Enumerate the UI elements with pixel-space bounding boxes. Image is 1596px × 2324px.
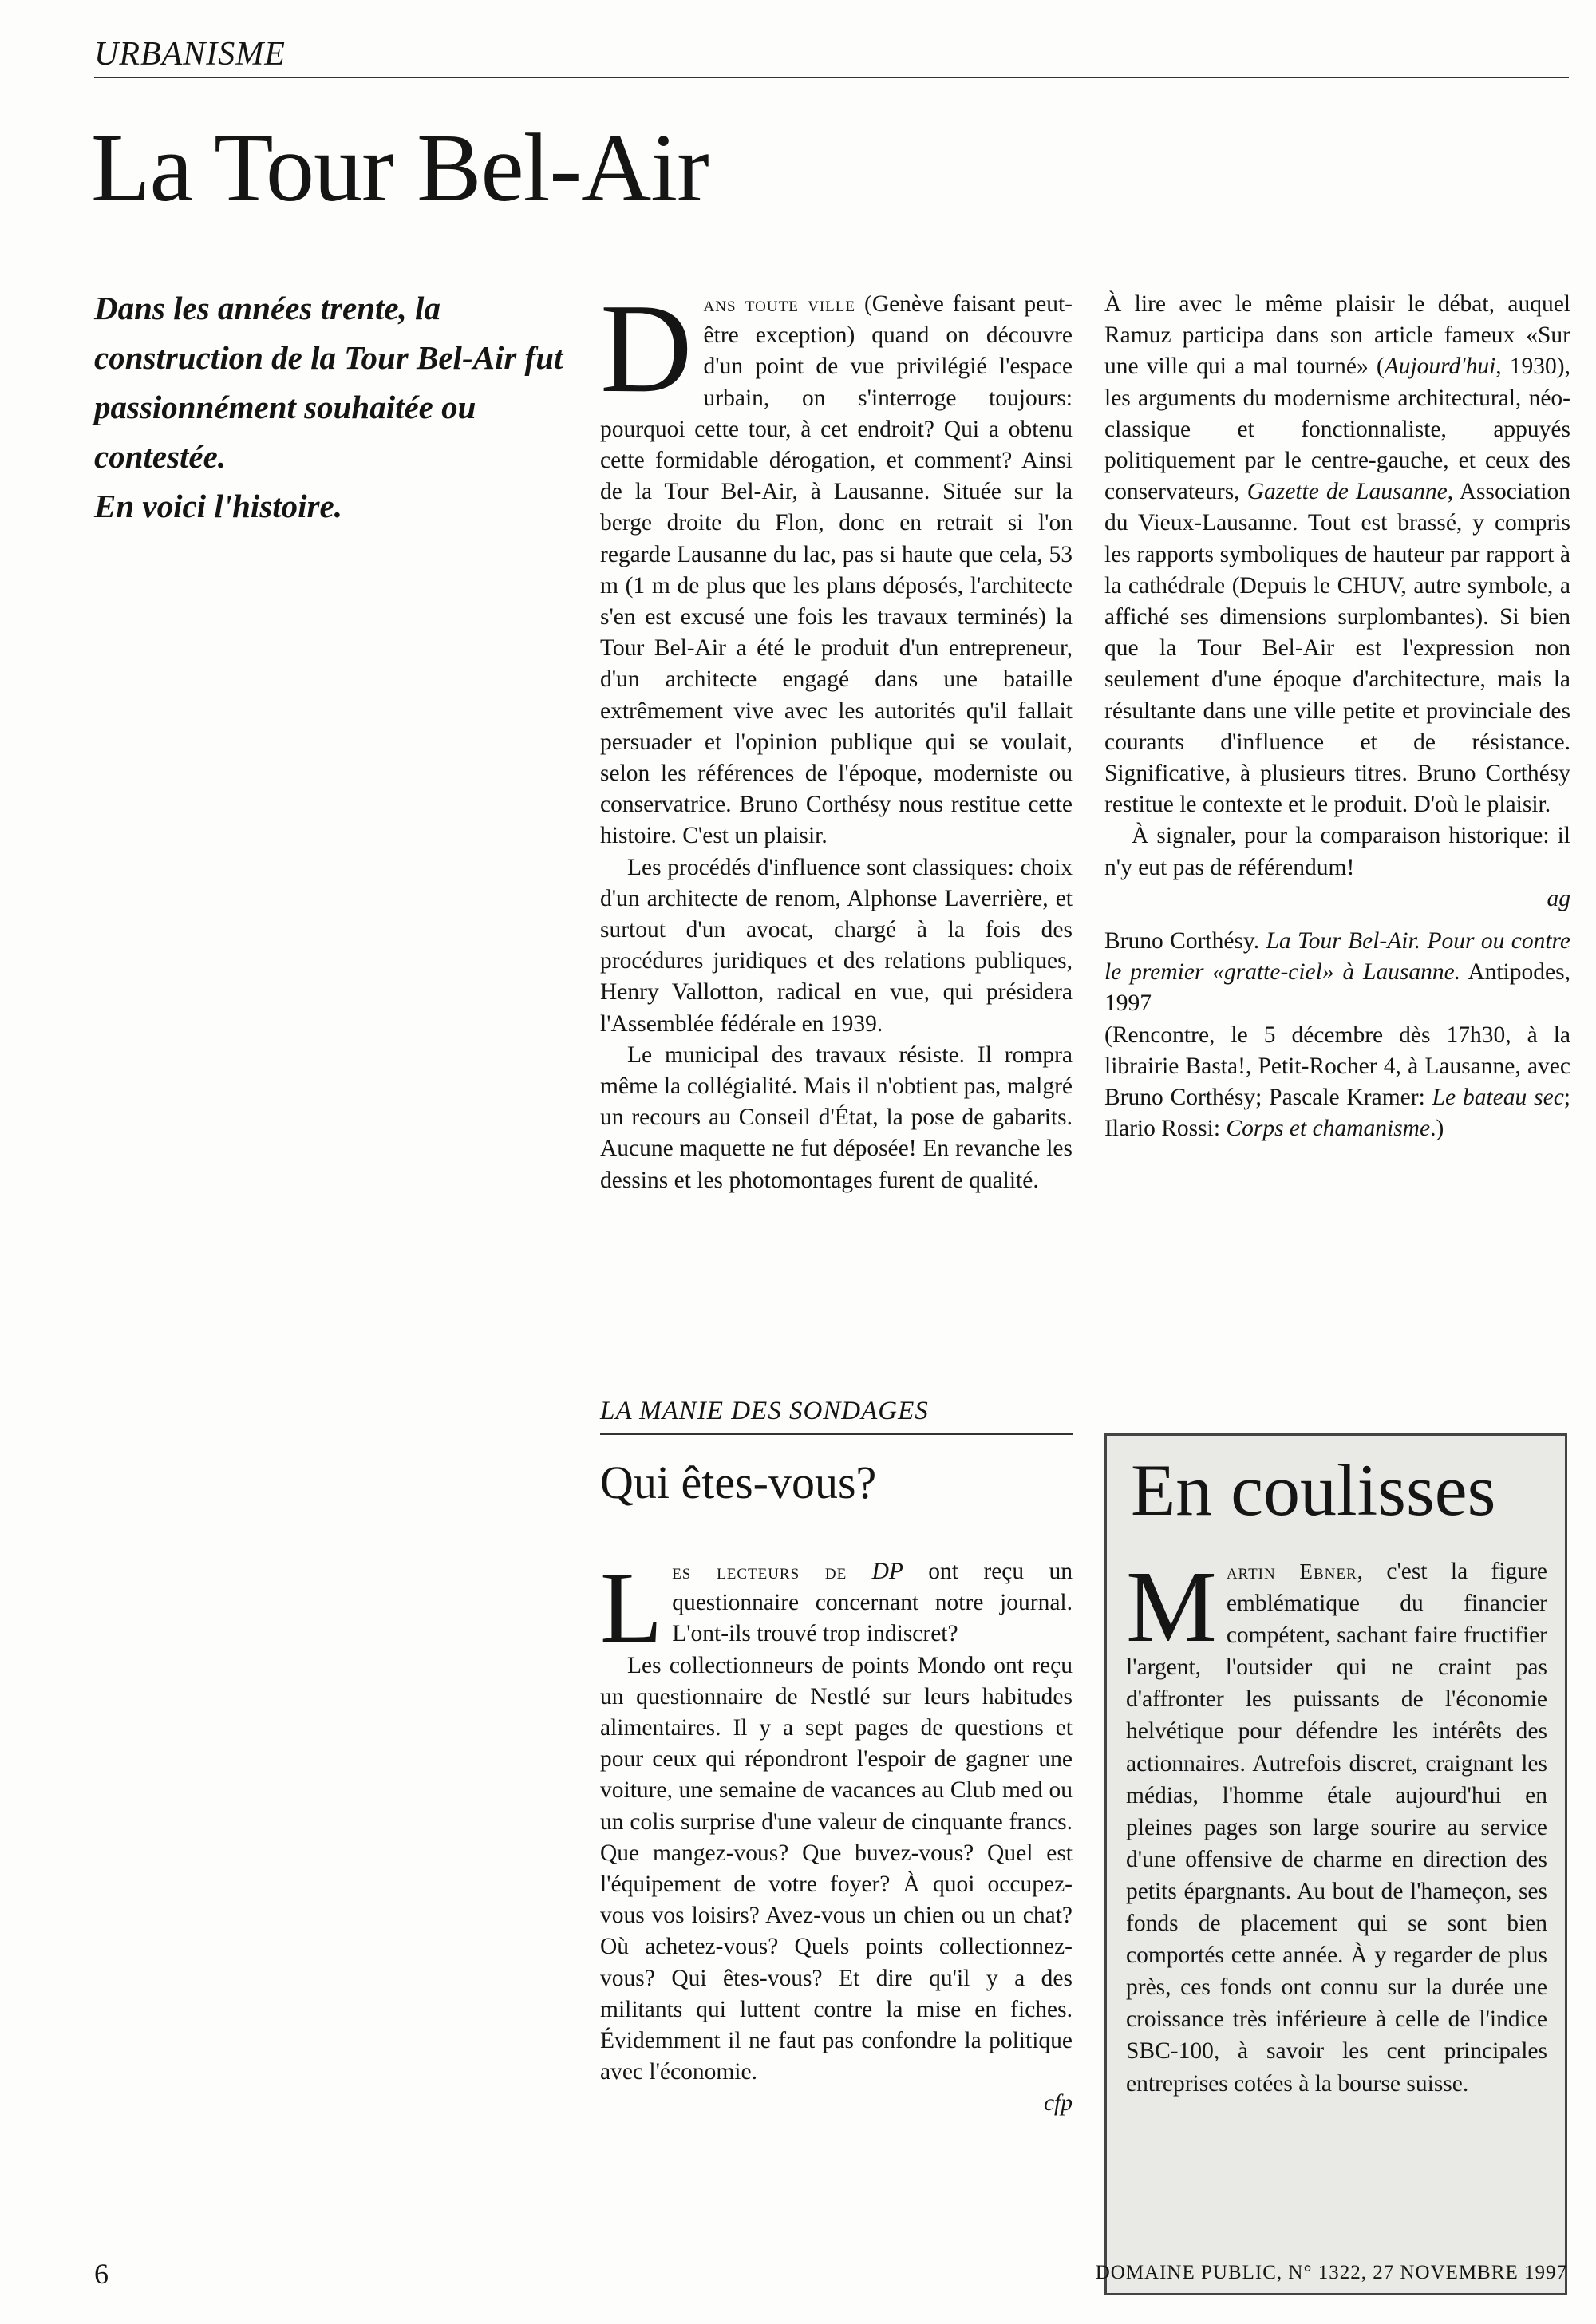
top-rule: [94, 77, 1569, 78]
biblio-author: Bruno Corthésy.: [1104, 928, 1266, 955]
lede-text: Dans les années trente, la construction de la Tour Bel-Air fut passionnément souhaitée ou contestée.: [94, 290, 563, 475]
article-column-2: [1104, 289, 1570, 1144]
paragraph-text: , Association du Vieux-Lausanne. Tout est brassé, y compris les rapports symboliques de hauteur par rapport à la cathédrale (Depuis le CHUV, autre symbole, a affiché ses dimensions surplombantes). Si bien que la Tour Bel-Air est l'expression non seulement d'une époque d'architecture, mais la résultante dans une ville petite et provinciale des courants d'influence et de résistance. Significative, à plusieurs titres. Bruno Corthésy restitue le contexte et le produit. D'où le plaisir.: [1104, 479, 1570, 818]
event-text: .): [1430, 1116, 1444, 1142]
biblio-publisher: Antipodes, 1997: [1104, 959, 1570, 1017]
dp-abbrev: DP: [871, 1559, 903, 1584]
drop-cap: D: [600, 277, 693, 419]
smallcaps-opening: ans toute ville: [703, 292, 855, 316]
lede-text: En voici l'histoire.: [94, 488, 342, 524]
page-number: 6: [94, 2258, 109, 2290]
drop-cap: L: [600, 1551, 663, 1664]
italic-title: Gazette de Lausanne: [1246, 479, 1448, 505]
smallcaps-opening: artin Ebner: [1226, 1559, 1357, 1583]
coulisses-body: [1126, 1550, 1547, 2100]
event-text: ; Ilario Rossi:: [1104, 1085, 1570, 1142]
sondages-paragraph: [600, 1551, 1073, 1664]
sondages-title: Qui êtes-vous?: [600, 1456, 877, 1508]
article-paragraph: Les procédés d'influence sont classiques: choix d'un architecte de renom, Alphonse Laverrière, et surtout d'un avocat, chargé à la fois des procédures juridiques et des relations publiques, Henry Vallotton, radical en vue, qui présidera l'Assemblée fédérale en 1939.: [600, 854, 1073, 1037]
sondages-rule: [600, 1433, 1073, 1435]
paragraph-text: ont reçu un questionnaire concernant notre journal. L'ont-ils trouvé trop indiscret?: [672, 1559, 1073, 1647]
coulisses-title: En coulisses: [1131, 1449, 1496, 1531]
article-column-1: [600, 277, 1073, 1196]
article-paragraph: [1104, 289, 1570, 820]
drop-cap: M: [1126, 1550, 1217, 1663]
signature-cfp: cfp: [1043, 2090, 1073, 2116]
publication-footer: DOMAINE PUBLIC, N° 1322, 27 NOVEMBRE 1997: [1095, 2262, 1567, 2283]
event-text: (Rencontre, le 5 décembre dès 17h30, à la librairie Basta!, Petit-Rocher 4, à Lausanne, avec Bruno Corthésy; Pascale Kramer:: [1104, 1022, 1570, 1111]
coulisses-paragraph: [1126, 1550, 1547, 2100]
article-title: La Tour Bel-Air: [91, 114, 709, 222]
sondages-column: [600, 1551, 1073, 2120]
sondages-label: LA MANIE DES SONDAGES: [600, 1397, 929, 1425]
article-paragraph: À signaler, pour la comparaison historique: il n'y eut pas de référendum!: [1104, 823, 1570, 880]
paragraph-text: , 1930), les arguments du modernisme architectural, néo-classique et fonctionnaliste, appuyés politiquement par le centre-gauche, et ceux des conservateurs,: [1104, 354, 1570, 505]
biblio-title: La Tour Bel-Air. Pour ou contre le premier «gratte-ciel» à Lausanne.: [1104, 928, 1570, 986]
paragraph-text: , c'est la figure emblématique du financier compétent, sachant faire fructifier l'argent, l'outsider qui ne craint pas d'affronter les puissants de l'économie helvétique pour défendre les intérêts des actionnaires. Autrefois discret, craignant les médias, l'homme étale aujourd'hui en pleines pages son large sourire au service d'une offensive de charme en direction des petits épargnants. Au bout de l'hameçon, ses fonds de placement qui se sont bien comportés cette année. À y regarder de plus près, ces fonds ont connu sur la durée une croissance très inférieure à celle de l'indice SBC-100, à savoir les cent principales entreprises cotées à la bourse suisse.: [1126, 1559, 1547, 2097]
coulisses-box: [1104, 1433, 1567, 2295]
article-paragraph: [600, 277, 1073, 852]
lede: [94, 283, 565, 531]
section-label: URBANISME: [94, 36, 286, 73]
paragraph-text: (Genève faisant peut-être exception) quand on découvre d'un point de vue privilégié l'espace urbain, on s'interroge toujours: pourquoi cette tour, à cet endroit? Qui a obtenu cette formidable dérogation, et comment? Ainsi de la Tour Bel-Air, à Lausanne. Située sur la berge droite du Flon, donc en retrait si l'on regarde Lausanne du lac, pas si haute que cela, 53 m (1 m de plus que les plans déposés, l'architecte s'en est excusé une fois les travaux terminés) la Tour Bel-Air a été le produit d'un entrepreneur, d'un architecte engagé dans une bataille extrêmement vive avec les autorités qu'il fallait persuader et l'opinion publique qui se voulait, selon les références de l'époque, moderniste ou conservatrice. Bruno Corthésy nous restitue cette histoire. C'est un plaisir.: [600, 291, 1073, 849]
biblio-entry: [1104, 926, 1570, 1020]
smallcaps-opening: es lecteurs de: [672, 1559, 847, 1583]
sondages-paragraph: Les collectionneurs de points Mondo ont reçu un questionnaire de Nestlé sur leurs habitudes alimentaires. Il y a sept pages de questions et pour ceux qui répondront l'espoir de gagner une voiture, une semaine de vacances au Club med ou un colis surprise d'une valeur de cinquante francs. Que mangez-vous? Que buvez-vous? Quel est l'équipement de votre foyer? À quoi occupez-vous vos loisirs? Avez-vous un chien ou un chat? Où achetez-vous? Quels points collectionnez-vous? Qui êtes-vous? Et dire qu'il y a des militants qui luttent contre la mise en fiches. Évidemment il ne faut pas confondre la politique avec l'économie.: [600, 1652, 1073, 2085]
article-paragraph: Le municipal des travaux résiste. Il rompra même la collégialité. Mais il n'obtient pas, malgré un recours au Conseil d'État, la pose de gabarits. Aucune maquette ne fut déposée! En revanche les dessins et les photomontages furent de qualité.: [600, 1041, 1073, 1193]
signature-ag: ag: [1547, 885, 1570, 911]
paragraph-text: À lire avec le même plaisir le débat, auquel Ramuz participa dans son article fameux «Sur une ville qui a mal tourné» (: [1104, 291, 1570, 380]
bibliography: [1104, 926, 1570, 1144]
event-book: Corps et chamanisme: [1226, 1116, 1431, 1142]
event-note: [1104, 1020, 1570, 1145]
italic-title: Aujourd'hui: [1384, 354, 1496, 380]
event-book: Le bateau sec: [1432, 1085, 1564, 1111]
